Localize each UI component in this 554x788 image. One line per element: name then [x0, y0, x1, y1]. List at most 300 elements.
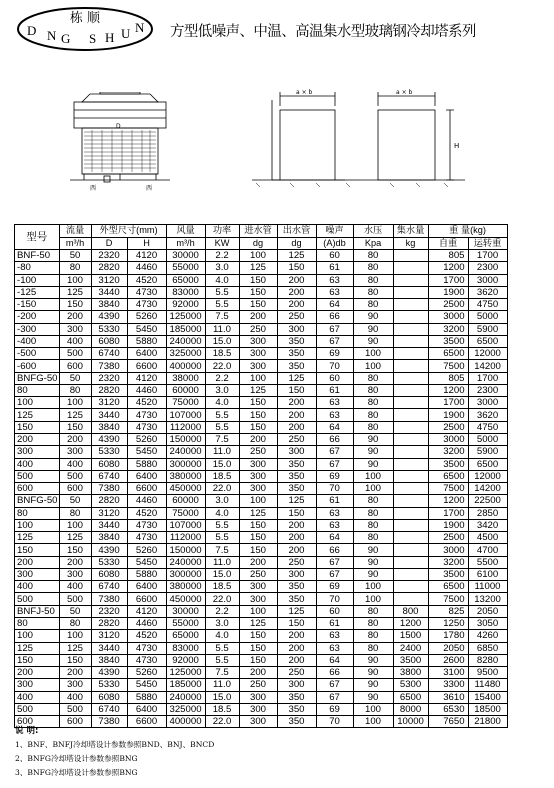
table-cell: 325000 — [166, 703, 205, 715]
table-row — [15, 458, 508, 470]
table-body — [15, 250, 508, 728]
table-cell: -150 — [15, 299, 60, 311]
table-cell: 70 — [316, 593, 353, 605]
table-cell: 5000 — [468, 433, 507, 445]
table-cell: 200 — [277, 642, 316, 654]
table-cell: 4700 — [468, 544, 507, 556]
table-cell: 69 — [316, 470, 353, 482]
table-cell: 300 — [239, 483, 277, 495]
table-cell: 300 — [59, 568, 91, 580]
table-row — [15, 519, 508, 531]
table-cell: 4460 — [127, 384, 166, 396]
table-cell: 30000 — [166, 605, 205, 617]
table-cell: 3500 — [393, 654, 428, 666]
table-cell: 150 — [277, 384, 316, 396]
table-cell: 450000 — [166, 593, 205, 605]
table-cell: 600 — [59, 360, 91, 372]
table-cell: 200 — [239, 556, 277, 568]
table-cell: 150 — [59, 299, 91, 311]
table-cell: 80 — [353, 274, 393, 286]
table-cell: 15400 — [468, 691, 507, 703]
table-row — [15, 544, 508, 556]
table-cell: 5880 — [127, 691, 166, 703]
table-cell: 7.5 — [205, 433, 239, 445]
table-cell: 90 — [353, 544, 393, 556]
table-cell: 67 — [316, 691, 353, 703]
table-cell: 11.0 — [205, 323, 239, 335]
table-header-row-1 — [15, 225, 508, 238]
table-row — [15, 679, 508, 691]
table-cell: 65000 — [166, 630, 205, 642]
table-cell: 4730 — [127, 519, 166, 531]
table-cell: 150 — [239, 299, 277, 311]
table-cell: 3500 — [428, 335, 468, 347]
table-cell: 200 — [277, 544, 316, 556]
logo-letter: G — [61, 31, 71, 46]
table-cell: 11480 — [468, 679, 507, 691]
table-cell — [393, 262, 428, 274]
table-cell: 63 — [316, 409, 353, 421]
table-cell: 3000 — [468, 274, 507, 286]
table-cell — [393, 458, 428, 470]
table-cell: 600 — [15, 716, 60, 728]
table-cell: 67 — [316, 446, 353, 458]
table-cell: 5330 — [91, 323, 127, 335]
table-cell: 350 — [277, 593, 316, 605]
table-cell: 300 — [277, 446, 316, 458]
table-cell: 22.0 — [205, 483, 239, 495]
table-cell: 6740 — [91, 703, 127, 715]
table-cell: 4730 — [127, 409, 166, 421]
table-cell: 2400 — [393, 642, 428, 654]
unit-self-weight: 自重 — [428, 237, 468, 250]
table-cell: 150000 — [166, 544, 205, 556]
table-cell: 4730 — [127, 286, 166, 298]
table-cell: -80 — [15, 262, 60, 274]
table-row — [15, 556, 508, 568]
table-cell: 3.0 — [205, 495, 239, 507]
table-cell: 350 — [277, 691, 316, 703]
table-cell: 200 — [15, 433, 60, 445]
col-header-collect: 集水量 — [393, 225, 428, 238]
table-cell: 66 — [316, 311, 353, 323]
table-row — [15, 433, 508, 445]
table-cell: 200 — [277, 409, 316, 421]
table-row — [15, 286, 508, 298]
table-cell — [393, 544, 428, 556]
table-cell — [393, 348, 428, 360]
col-header-size: 外型尺寸(mm) — [91, 225, 166, 238]
table-cell: 200 — [277, 286, 316, 298]
table-cell: 3440 — [91, 642, 127, 654]
table-cell: 6740 — [91, 470, 127, 482]
table-cell: 1700 — [468, 372, 507, 384]
table-cell: 5260 — [127, 667, 166, 679]
table-cell: 70 — [316, 483, 353, 495]
table-cell: 150 — [59, 421, 91, 433]
table-cell: 380000 — [166, 581, 205, 593]
table-cell: 80 — [353, 421, 393, 433]
table-cell: 6500 — [468, 458, 507, 470]
table-cell: 4390 — [91, 544, 127, 556]
table-cell: 100 — [353, 703, 393, 715]
table-row — [15, 372, 508, 384]
table-cell: 250 — [277, 667, 316, 679]
table-cell: BNFG-50 — [15, 372, 60, 384]
table-cell: 67 — [316, 679, 353, 691]
table-cell: 100 — [59, 519, 91, 531]
table-cell — [393, 335, 428, 347]
company-logo — [15, 5, 155, 53]
table-cell: 22500 — [468, 495, 507, 507]
table-cell: 22.0 — [205, 716, 239, 728]
specification-table — [14, 224, 508, 728]
table-cell: 400 — [59, 581, 91, 593]
table-cell: 69 — [316, 581, 353, 593]
unit-air: m³/h — [166, 237, 205, 250]
table-cell: 2500 — [428, 299, 468, 311]
table-row — [15, 323, 508, 335]
table-cell: 14200 — [468, 360, 507, 372]
table-cell: 2.2 — [205, 250, 239, 262]
table-cell: 69 — [316, 348, 353, 360]
table-cell: 200 — [277, 274, 316, 286]
table-cell: 90 — [353, 311, 393, 323]
table-row — [15, 360, 508, 372]
table-cell: 350 — [277, 458, 316, 470]
table-cell: 64 — [316, 654, 353, 666]
table-cell: 60 — [316, 250, 353, 262]
table-cell: 150 — [239, 532, 277, 544]
table-cell: 4.0 — [205, 507, 239, 519]
table-cell: 12000 — [468, 470, 507, 482]
table-cell: 150 — [277, 617, 316, 629]
table-cell: 10000 — [393, 716, 428, 728]
table-row — [15, 642, 508, 654]
table-cell: 1200 — [393, 617, 428, 629]
table-cell: 13200 — [468, 593, 507, 605]
table-cell: 300 — [59, 679, 91, 691]
table-cell: 400 — [15, 458, 60, 470]
table-cell: 1700 — [428, 507, 468, 519]
table-cell: 4730 — [127, 654, 166, 666]
table-cell: 4730 — [127, 532, 166, 544]
table-cell: 200 — [277, 630, 316, 642]
table-cell: 15.0 — [205, 691, 239, 703]
table-cell: 400000 — [166, 360, 205, 372]
table-cell: 3120 — [91, 397, 127, 409]
table-cell: 150 — [239, 274, 277, 286]
table-cell: 80 — [353, 372, 393, 384]
table-cell: 4120 — [127, 605, 166, 617]
table-cell: 300 — [239, 348, 277, 360]
table-cell: 15.0 — [205, 458, 239, 470]
table-cell: 1700 — [468, 250, 507, 262]
table-cell — [393, 470, 428, 482]
table-cell: 64 — [316, 421, 353, 433]
table-cell: 125 — [277, 605, 316, 617]
table-cell: 150 — [59, 654, 91, 666]
table-cell: 6080 — [91, 568, 127, 580]
table-cell: 300 — [15, 446, 60, 458]
table-cell: 100 — [15, 397, 60, 409]
drawing-label-bottom-right: 西 — [146, 185, 153, 192]
table-cell: 3100 — [428, 667, 468, 679]
table-cell: 3620 — [468, 286, 507, 298]
table-cell: 2050 — [468, 605, 507, 617]
table-cell: 805 — [428, 372, 468, 384]
table-cell: 300 — [239, 703, 277, 715]
table-cell: 300 — [15, 679, 60, 691]
table-cell: 100 — [59, 397, 91, 409]
table-row — [15, 470, 508, 482]
table-cell: 80 — [353, 630, 393, 642]
table-cell: 90 — [353, 667, 393, 679]
table-cell: 3.0 — [205, 262, 239, 274]
table-cell: 100 — [239, 372, 277, 384]
table-cell: 66 — [316, 544, 353, 556]
table-cell: 61 — [316, 262, 353, 274]
table-cell: 6500 — [428, 581, 468, 593]
table-cell: 6600 — [127, 483, 166, 495]
table-cell: 80 — [353, 495, 393, 507]
table-cell: 63 — [316, 286, 353, 298]
table-cell: 400 — [59, 458, 91, 470]
table-cell: 100 — [239, 495, 277, 507]
table-cell: 5330 — [91, 679, 127, 691]
table-cell: 5.5 — [205, 409, 239, 421]
table-cell: 3200 — [428, 556, 468, 568]
table-cell: 350 — [277, 716, 316, 728]
table-cell: 4120 — [127, 250, 166, 262]
table-row — [15, 593, 508, 605]
table-cell: 7.5 — [205, 544, 239, 556]
note-item: 3、BNFG冷却塔设计参数参照BNG — [15, 768, 138, 777]
table-cell: 6500 — [428, 348, 468, 360]
col-header-model: 型号 — [15, 225, 60, 250]
table-cell: 4.0 — [205, 274, 239, 286]
table-cell: 300 — [239, 335, 277, 347]
document-title: 方型低噪声、中温、高温集水型玻璃钢冷却塔系列 — [170, 24, 476, 40]
table-cell: 1900 — [428, 519, 468, 531]
table-cell: 3840 — [91, 532, 127, 544]
table-cell: 4460 — [127, 617, 166, 629]
table-cell — [393, 507, 428, 519]
table-cell: 200 — [15, 667, 60, 679]
table-cell: 240000 — [166, 446, 205, 458]
table-cell: 63 — [316, 630, 353, 642]
table-row — [15, 667, 508, 679]
table-cell: 90 — [353, 679, 393, 691]
table-cell: 80 — [353, 642, 393, 654]
table-cell — [393, 286, 428, 298]
table-cell: 3000 — [428, 544, 468, 556]
table-cell: 6740 — [91, 348, 127, 360]
table-cell: 80 — [59, 507, 91, 519]
table-cell: 112000 — [166, 532, 205, 544]
table-cell: 240000 — [166, 691, 205, 703]
table-cell — [393, 409, 428, 421]
table-cell: 80 — [59, 262, 91, 274]
table-row — [15, 311, 508, 323]
table-cell: 3050 — [468, 617, 507, 629]
table-cell: 3200 — [428, 446, 468, 458]
table-cell — [393, 556, 428, 568]
table-cell — [393, 360, 428, 372]
table-cell: 80 — [353, 286, 393, 298]
table-cell: 38000 — [166, 372, 205, 384]
table-cell: 80 — [353, 262, 393, 274]
table-cell: 1700 — [428, 397, 468, 409]
table-cell: 7380 — [91, 483, 127, 495]
table-cell: 5900 — [468, 323, 507, 335]
table-cell: 6080 — [91, 691, 127, 703]
table-cell: 600 — [59, 716, 91, 728]
table-cell: 100 — [15, 630, 60, 642]
table-row — [15, 250, 508, 262]
table-cell: 125 — [59, 642, 91, 654]
table-cell: 60 — [316, 372, 353, 384]
table-cell: 400 — [59, 691, 91, 703]
table-cell — [393, 483, 428, 495]
table-cell: 80 — [353, 605, 393, 617]
table-cell: 6740 — [91, 581, 127, 593]
table-cell: 3840 — [91, 654, 127, 666]
table-cell: 2500 — [428, 421, 468, 433]
table-cell: 5900 — [468, 446, 507, 458]
table-cell: 107000 — [166, 409, 205, 421]
table-header-row-2 — [15, 237, 508, 250]
table-cell: 150 — [239, 654, 277, 666]
table-cell: 67 — [316, 335, 353, 347]
table-cell: 200 — [277, 299, 316, 311]
table-cell: 100 — [353, 348, 393, 360]
table-cell: 200 — [277, 519, 316, 531]
table-cell: 150000 — [166, 433, 205, 445]
table-cell: 800 — [393, 605, 428, 617]
table-cell: 5.5 — [205, 286, 239, 298]
table-cell: 7650 — [428, 716, 468, 728]
table-cell: 250 — [239, 323, 277, 335]
table-cell — [393, 593, 428, 605]
table-cell: 92000 — [166, 654, 205, 666]
table-cell: 64 — [316, 532, 353, 544]
table-cell: 100 — [353, 483, 393, 495]
table-cell — [393, 421, 428, 433]
table-cell: 4260 — [468, 630, 507, 642]
table-cell: 400 — [15, 691, 60, 703]
table-cell: 250 — [277, 556, 316, 568]
table-cell: 2500 — [428, 532, 468, 544]
table-cell: BNFJ-50 — [15, 605, 60, 617]
table-cell: 15.0 — [205, 335, 239, 347]
table-cell: 300 — [239, 593, 277, 605]
table-cell: 65000 — [166, 274, 205, 286]
table-cell: 6100 — [468, 568, 507, 580]
table-cell: 64 — [316, 299, 353, 311]
table-row — [15, 605, 508, 617]
table-cell: 60000 — [166, 384, 205, 396]
table-cell: 80 — [15, 384, 60, 396]
table-cell: -100 — [15, 274, 60, 286]
table-cell: 3620 — [468, 409, 507, 421]
table-cell: 200 — [277, 532, 316, 544]
table-cell: 3.0 — [205, 384, 239, 396]
table-cell: 150 — [239, 397, 277, 409]
table-cell: 300 — [239, 691, 277, 703]
table-cell: 350 — [277, 581, 316, 593]
table-cell: 6600 — [127, 593, 166, 605]
table-cell: 5260 — [127, 544, 166, 556]
table-cell: 5450 — [127, 446, 166, 458]
table-cell — [393, 495, 428, 507]
table-row — [15, 568, 508, 580]
table-cell: 2.2 — [205, 605, 239, 617]
table-cell: 83000 — [166, 286, 205, 298]
table-cell: 4120 — [127, 372, 166, 384]
table-cell: 300 — [277, 568, 316, 580]
table-cell: 18.5 — [205, 348, 239, 360]
foundation-dimension-drawing — [250, 84, 480, 194]
table-cell — [393, 384, 428, 396]
table-cell: 30000 — [166, 250, 205, 262]
table-cell: 107000 — [166, 519, 205, 531]
table-cell: 500 — [15, 703, 60, 715]
col-header-air: 风量 — [166, 225, 205, 238]
table-cell: 80 — [353, 250, 393, 262]
table-cell: 80 — [353, 532, 393, 544]
table-cell: 63 — [316, 642, 353, 654]
table-cell: 66 — [316, 433, 353, 445]
table-cell: 125 — [59, 286, 91, 298]
logo-letter: N — [47, 28, 57, 43]
table-cell: 125 — [15, 409, 60, 421]
table-cell: 200 — [277, 421, 316, 433]
table-cell: 6400 — [127, 703, 166, 715]
table-cell: 11000 — [468, 581, 507, 593]
table-cell — [393, 568, 428, 580]
table-cell: 200 — [239, 311, 277, 323]
table-cell: 4750 — [468, 299, 507, 311]
table-cell: 250 — [277, 311, 316, 323]
table-cell: 150 — [239, 286, 277, 298]
table-cell: 50 — [59, 495, 91, 507]
table-cell — [393, 532, 428, 544]
table-cell: 6400 — [127, 470, 166, 482]
table-cell: 18.5 — [205, 470, 239, 482]
table-cell: 2050 — [428, 642, 468, 654]
table-cell: 4390 — [91, 433, 127, 445]
table-cell: 2320 — [91, 250, 127, 262]
table-cell: 3000 — [428, 311, 468, 323]
table-cell: 6500 — [428, 470, 468, 482]
table-cell: 500 — [59, 348, 91, 360]
table-cell: 250 — [239, 679, 277, 691]
table-cell: 300 — [277, 323, 316, 335]
table-cell: 5330 — [91, 446, 127, 458]
table-cell: 150 — [15, 654, 60, 666]
table-cell: 112000 — [166, 421, 205, 433]
table-cell: 6400 — [127, 581, 166, 593]
unit-power: KW — [205, 237, 239, 250]
table-cell: 70 — [316, 360, 353, 372]
table-cell: 3.0 — [205, 617, 239, 629]
table-cell: 500 — [59, 593, 91, 605]
table-cell: 4520 — [127, 397, 166, 409]
table-cell: 4520 — [127, 630, 166, 642]
unit-outlet: dg — [277, 237, 316, 250]
table-cell — [393, 274, 428, 286]
